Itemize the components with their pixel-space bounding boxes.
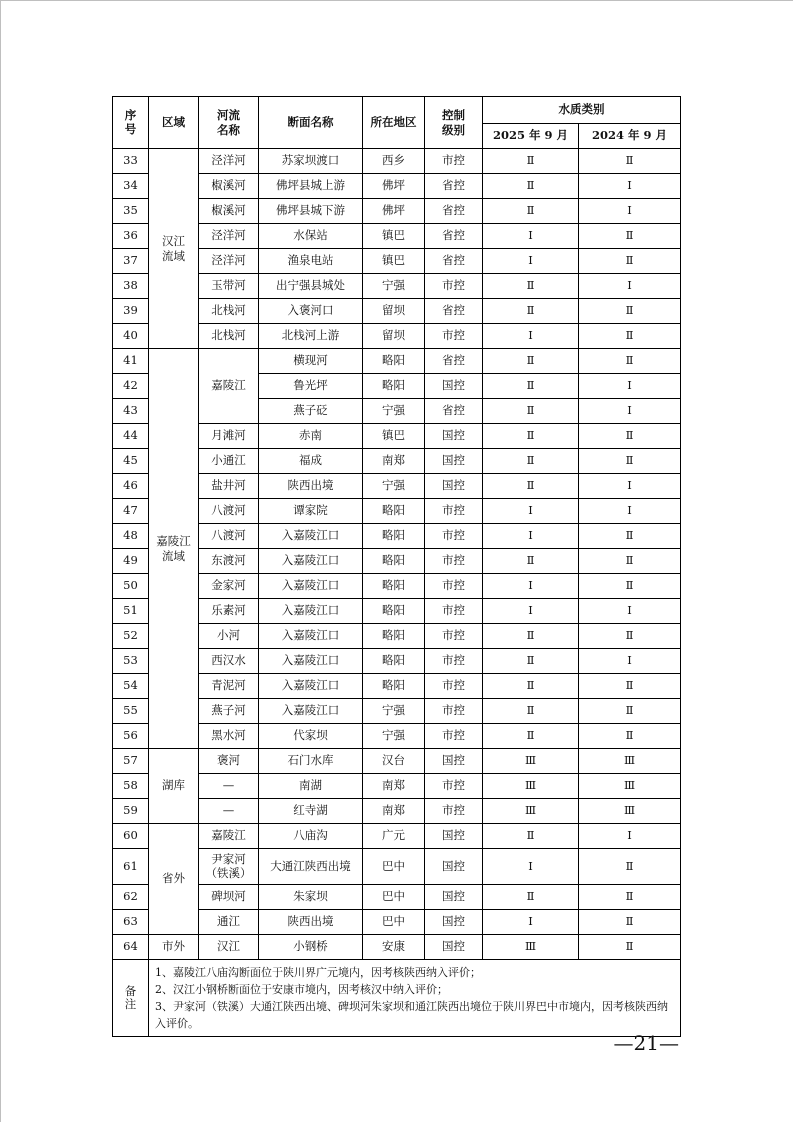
- section-name: 入嘉陵江口: [259, 524, 363, 549]
- control-level: 省控: [425, 174, 483, 199]
- location: 略阳: [363, 374, 425, 399]
- table-row: [113, 935, 681, 960]
- quality-2024: Ⅰ: [579, 399, 681, 424]
- river-name: 东渡河: [199, 549, 259, 574]
- quality-2024: Ⅰ: [579, 374, 681, 399]
- remarks-text: [149, 960, 681, 1037]
- control-level: 市控: [425, 574, 483, 599]
- location: 汉台: [363, 749, 425, 774]
- quality-2025: Ⅲ: [483, 935, 579, 960]
- location: 略阳: [363, 624, 425, 649]
- row-seq: 41: [113, 349, 149, 374]
- quality-2025: Ⅱ: [483, 149, 579, 174]
- table-row: [113, 799, 681, 824]
- control-level: 国控: [425, 910, 483, 935]
- location: 南郑: [363, 449, 425, 474]
- section-name: 小钢桥: [259, 935, 363, 960]
- section-name: 苏家坝渡口: [259, 149, 363, 174]
- control-level: 市控: [425, 324, 483, 349]
- table-row: [113, 724, 681, 749]
- quality-2024: Ⅱ: [579, 324, 681, 349]
- control-level: 省控: [425, 199, 483, 224]
- table-row: [113, 885, 681, 910]
- section-name: 出宁强县城处: [259, 274, 363, 299]
- remark-line: 3、尹家河（铁溪）大通江陕西出境、碑坝河朱家坝和通江陕西出境位于陕川界巴中市境内，因考核陕西纳入评价。: [155, 1000, 668, 1031]
- remark-line: 2、汉江小钢桥断面位于安康市境内，因考核汉中纳入评价；: [155, 983, 448, 997]
- quality-2025: Ⅱ: [483, 474, 579, 499]
- quality-2025: Ⅱ: [483, 649, 579, 674]
- control-level: 省控: [425, 249, 483, 274]
- river-name: 盐井河: [199, 474, 259, 499]
- section-name: 朱家坝: [259, 885, 363, 910]
- quality-2024: Ⅰ: [579, 824, 681, 849]
- location: 略阳: [363, 574, 425, 599]
- location: 略阳: [363, 349, 425, 374]
- control-level: 省控: [425, 399, 483, 424]
- quality-2024: Ⅰ: [579, 274, 681, 299]
- table-row: [113, 199, 681, 224]
- table-row: [113, 824, 681, 849]
- row-seq: 42: [113, 374, 149, 399]
- river-name: 椒溪河: [199, 174, 259, 199]
- location: 西乡: [363, 149, 425, 174]
- section-name: 入嘉陵江口: [259, 699, 363, 724]
- quality-2025: Ⅰ: [483, 910, 579, 935]
- control-level: 市控: [425, 549, 483, 574]
- page-edge: [0, 0, 793, 1]
- location: 留坝: [363, 324, 425, 349]
- river-name: 玉带河: [199, 274, 259, 299]
- table-body: [113, 149, 681, 960]
- quality-2025: Ⅱ: [483, 885, 579, 910]
- location: 宁强: [363, 274, 425, 299]
- river-name: 泾洋河: [199, 224, 259, 249]
- table-row: [113, 224, 681, 249]
- table-row: [113, 149, 681, 174]
- quality-2025: Ⅰ: [483, 599, 579, 624]
- location: 巴中: [363, 885, 425, 910]
- location: 安康: [363, 935, 425, 960]
- control-level: 市控: [425, 674, 483, 699]
- row-seq: 49: [113, 549, 149, 574]
- row-seq: 54: [113, 674, 149, 699]
- header-level: 控制级别: [425, 97, 483, 149]
- river-name: 小河: [199, 624, 259, 649]
- quality-2024: Ⅱ: [579, 349, 681, 374]
- section-name: 红寺湖: [259, 799, 363, 824]
- control-level: 国控: [425, 824, 483, 849]
- quality-2024: Ⅱ: [579, 624, 681, 649]
- quality-2024: Ⅰ: [579, 649, 681, 674]
- quality-2024: Ⅰ: [579, 174, 681, 199]
- quality-2025: Ⅱ: [483, 624, 579, 649]
- section-name: 入嘉陵江口: [259, 624, 363, 649]
- row-seq: 63: [113, 910, 149, 935]
- quality-2025: Ⅱ: [483, 449, 579, 474]
- section-name: 入嘉陵江口: [259, 599, 363, 624]
- quality-2025: Ⅱ: [483, 549, 579, 574]
- river-name: —: [199, 799, 259, 824]
- location: 宁强: [363, 474, 425, 499]
- river-name: 北栈河: [199, 324, 259, 349]
- river-name: 椒溪河: [199, 199, 259, 224]
- quality-2025: Ⅰ: [483, 499, 579, 524]
- section-name: 入嘉陵江口: [259, 549, 363, 574]
- control-level: 国控: [425, 885, 483, 910]
- section-name: 横现河: [259, 349, 363, 374]
- location: 南郑: [363, 774, 425, 799]
- quality-2025: Ⅱ: [483, 174, 579, 199]
- location: 镇巴: [363, 224, 425, 249]
- header-section: 断面名称: [259, 97, 363, 149]
- quality-2025: Ⅱ: [483, 424, 579, 449]
- river-name: 青泥河: [199, 674, 259, 699]
- table-row: [113, 474, 681, 499]
- row-seq: 37: [113, 249, 149, 274]
- river-name: 汉江: [199, 935, 259, 960]
- river-name: 金家河: [199, 574, 259, 599]
- section-name: 佛坪县城下游: [259, 199, 363, 224]
- location: 巴中: [363, 910, 425, 935]
- row-seq: 39: [113, 299, 149, 324]
- quality-2024: Ⅱ: [579, 849, 681, 885]
- river-name: 小通江: [199, 449, 259, 474]
- row-seq: 62: [113, 885, 149, 910]
- table-row: [113, 424, 681, 449]
- location: 略阳: [363, 524, 425, 549]
- region-cell: [149, 749, 199, 824]
- row-seq: 36: [113, 224, 149, 249]
- table-row: [113, 174, 681, 199]
- table-row: [113, 524, 681, 549]
- river-name: 北栈河: [199, 299, 259, 324]
- quality-2025: Ⅲ: [483, 749, 579, 774]
- section-name: 入嘉陵江口: [259, 649, 363, 674]
- page-edge: [0, 0, 1, 1122]
- quality-2025: Ⅰ: [483, 524, 579, 549]
- control-level: 市控: [425, 624, 483, 649]
- quality-2024: Ⅲ: [579, 774, 681, 799]
- table-row: [113, 674, 681, 699]
- row-seq: 50: [113, 574, 149, 599]
- row-seq: 43: [113, 399, 149, 424]
- river-name: 黑水河: [199, 724, 259, 749]
- quality-2025: Ⅱ: [483, 274, 579, 299]
- row-seq: 64: [113, 935, 149, 960]
- section-name: 佛坪县城上游: [259, 174, 363, 199]
- table-row: [113, 549, 681, 574]
- quality-2024: Ⅰ: [579, 199, 681, 224]
- quality-2024: Ⅱ: [579, 299, 681, 324]
- region-name: 湖库: [162, 778, 185, 793]
- table-row: [113, 299, 681, 324]
- location: 镇巴: [363, 249, 425, 274]
- quality-2024: Ⅱ: [579, 885, 681, 910]
- quality-2025: Ⅱ: [483, 399, 579, 424]
- river-name: [199, 849, 259, 885]
- river-name: 乐素河: [199, 599, 259, 624]
- section-name: 八庙沟: [259, 824, 363, 849]
- row-seq: 61: [113, 849, 149, 885]
- table-row: [113, 324, 681, 349]
- control-level: 国控: [425, 424, 483, 449]
- quality-2025: Ⅰ: [483, 324, 579, 349]
- control-level: 市控: [425, 649, 483, 674]
- quality-2025: Ⅰ: [483, 249, 579, 274]
- table-row: [113, 349, 681, 374]
- table-row: [113, 249, 681, 274]
- section-name: 鲁光坪: [259, 374, 363, 399]
- section-name: 代家坝: [259, 724, 363, 749]
- control-level: 市控: [425, 499, 483, 524]
- region-name: 市外: [162, 939, 185, 954]
- control-level: 市控: [425, 524, 483, 549]
- location: 佛坪: [363, 199, 425, 224]
- river-name: 月滩河: [199, 424, 259, 449]
- river-name: —: [199, 774, 259, 799]
- row-seq: 45: [113, 449, 149, 474]
- table-row: [113, 774, 681, 799]
- quality-2025: Ⅱ: [483, 349, 579, 374]
- quality-2024: Ⅱ: [579, 674, 681, 699]
- quality-2024: Ⅲ: [579, 749, 681, 774]
- control-level: 国控: [425, 935, 483, 960]
- quality-2024: Ⅱ: [579, 549, 681, 574]
- quality-2024: Ⅰ: [579, 474, 681, 499]
- remarks-label: 备注: [113, 960, 149, 1037]
- section-name: 福成: [259, 449, 363, 474]
- quality-2024: Ⅱ: [579, 524, 681, 549]
- row-seq: 47: [113, 499, 149, 524]
- section-name: 北栈河上游: [259, 324, 363, 349]
- table-row: [113, 849, 681, 885]
- table-row: [113, 749, 681, 774]
- river-name: 八渡河: [199, 524, 259, 549]
- control-level: 市控: [425, 599, 483, 624]
- region-cell: [149, 935, 199, 960]
- remark-line: 1、嘉陵江八庙沟断面位于陕川界广元境内，因考核陕西纳入评价；: [155, 966, 481, 979]
- row-seq: 60: [113, 824, 149, 849]
- location: 佛坪: [363, 174, 425, 199]
- control-level: 市控: [425, 724, 483, 749]
- region-name: 汉江流域: [161, 233, 185, 263]
- row-seq: 33: [113, 149, 149, 174]
- table-row: [113, 574, 681, 599]
- location: 巴中: [363, 849, 425, 885]
- section-name: 谭家院: [259, 499, 363, 524]
- quality-2024: Ⅱ: [579, 910, 681, 935]
- row-seq: 38: [113, 274, 149, 299]
- location: 宁强: [363, 724, 425, 749]
- river-name: 通江: [199, 910, 259, 935]
- quality-2025: Ⅱ: [483, 374, 579, 399]
- section-name: 入褒河口: [259, 299, 363, 324]
- header-2024: 2024 年 9 月: [579, 124, 681, 149]
- table-row: [113, 449, 681, 474]
- river-name: 泾洋河: [199, 249, 259, 274]
- section-name: 燕子砭: [259, 399, 363, 424]
- river-name: 嘉陵江: [199, 349, 259, 424]
- row-seq: 58: [113, 774, 149, 799]
- control-level: 国控: [425, 749, 483, 774]
- row-seq: 57: [113, 749, 149, 774]
- control-level: 市控: [425, 149, 483, 174]
- location: 宁强: [363, 699, 425, 724]
- quality-2024: Ⅰ: [579, 599, 681, 624]
- control-level: 国控: [425, 474, 483, 499]
- region-name: 嘉陵江流域: [156, 533, 191, 563]
- quality-2025: Ⅲ: [483, 799, 579, 824]
- section-name: 入嘉陵江口: [259, 674, 363, 699]
- quality-2024: Ⅱ: [579, 574, 681, 599]
- control-level: 市控: [425, 274, 483, 299]
- quality-2024: Ⅱ: [579, 424, 681, 449]
- control-level: 市控: [425, 799, 483, 824]
- row-seq: 52: [113, 624, 149, 649]
- section-name: 赤南: [259, 424, 363, 449]
- row-seq: 55: [113, 699, 149, 724]
- location: 宁强: [363, 399, 425, 424]
- row-seq: 53: [113, 649, 149, 674]
- quality-2024: Ⅱ: [579, 149, 681, 174]
- control-level: 国控: [425, 849, 483, 885]
- header-region: 区域: [149, 97, 199, 149]
- page-number: —21—: [613, 1031, 679, 1055]
- quality-2024: Ⅱ: [579, 249, 681, 274]
- section-name: 入嘉陵江口: [259, 574, 363, 599]
- river-name: 泾洋河: [199, 149, 259, 174]
- table-row: [113, 624, 681, 649]
- header-location: 所在地区: [363, 97, 425, 149]
- water-quality-table: [112, 96, 681, 1037]
- river-name: 燕子河: [199, 699, 259, 724]
- region-cell: [149, 349, 199, 749]
- river-name: 碑坝河: [199, 885, 259, 910]
- location: 略阳: [363, 599, 425, 624]
- location: 广元: [363, 824, 425, 849]
- row-seq: 34: [113, 174, 149, 199]
- quality-2025: Ⅱ: [483, 299, 579, 324]
- row-seq: 35: [113, 199, 149, 224]
- table-row: [113, 699, 681, 724]
- control-level: 国控: [425, 449, 483, 474]
- table-row: [113, 499, 681, 524]
- row-seq: 48: [113, 524, 149, 549]
- location: 略阳: [363, 649, 425, 674]
- river-name: 嘉陵江: [199, 824, 259, 849]
- region-cell: [149, 824, 199, 935]
- quality-2025: Ⅱ: [483, 199, 579, 224]
- header-quality: 水质类别: [483, 97, 681, 124]
- quality-2025: Ⅰ: [483, 849, 579, 885]
- river-name: 褒河: [199, 749, 259, 774]
- quality-2024: Ⅰ: [579, 499, 681, 524]
- quality-2024: Ⅱ: [579, 449, 681, 474]
- control-level: 国控: [425, 374, 483, 399]
- quality-2024: Ⅱ: [579, 224, 681, 249]
- region-cell: [149, 149, 199, 349]
- region-name: 省外: [162, 871, 185, 886]
- row-seq: 56: [113, 724, 149, 749]
- control-level: 市控: [425, 774, 483, 799]
- river-name: 西汉水: [199, 649, 259, 674]
- row-seq: 51: [113, 599, 149, 624]
- row-seq: 59: [113, 799, 149, 824]
- header-seq: 序号: [113, 97, 149, 149]
- row-seq: 44: [113, 424, 149, 449]
- header-2025: 2025 年 9 月: [483, 124, 579, 149]
- river-name: 八渡河: [199, 499, 259, 524]
- control-level: 市控: [425, 699, 483, 724]
- control-level: 省控: [425, 299, 483, 324]
- quality-2025: Ⅲ: [483, 774, 579, 799]
- control-level: 省控: [425, 224, 483, 249]
- section-name: 石门水库: [259, 749, 363, 774]
- quality-2025: Ⅱ: [483, 724, 579, 749]
- quality-2025: Ⅱ: [483, 824, 579, 849]
- section-name: 陕西出境: [259, 474, 363, 499]
- section-name: 陕西出境: [259, 910, 363, 935]
- table-row: [113, 649, 681, 674]
- quality-2024: Ⅲ: [579, 799, 681, 824]
- location: 留坝: [363, 299, 425, 324]
- quality-2024: Ⅱ: [579, 935, 681, 960]
- quality-2024: Ⅱ: [579, 699, 681, 724]
- table-row: [113, 910, 681, 935]
- quality-2025: Ⅱ: [483, 674, 579, 699]
- river-name-line: （铁溪）: [205, 865, 252, 880]
- quality-2025: Ⅰ: [483, 574, 579, 599]
- row-seq: 40: [113, 324, 149, 349]
- table-row: [113, 274, 681, 299]
- location: 略阳: [363, 549, 425, 574]
- control-level: 省控: [425, 349, 483, 374]
- quality-2025: Ⅰ: [483, 224, 579, 249]
- table-row: [113, 599, 681, 624]
- section-name: 大通江陕西出境: [259, 849, 363, 885]
- quality-2025: Ⅱ: [483, 699, 579, 724]
- location: 略阳: [363, 499, 425, 524]
- row-seq: 46: [113, 474, 149, 499]
- quality-2024: Ⅱ: [579, 724, 681, 749]
- location: 南郑: [363, 799, 425, 824]
- section-name: 渔泉电站: [259, 249, 363, 274]
- river-name-line: 尹家河: [211, 852, 246, 867]
- section-name: 南湖: [259, 774, 363, 799]
- section-name: 水保站: [259, 224, 363, 249]
- header-river: 河流名称: [199, 97, 259, 149]
- location: 镇巴: [363, 424, 425, 449]
- location: 略阳: [363, 674, 425, 699]
